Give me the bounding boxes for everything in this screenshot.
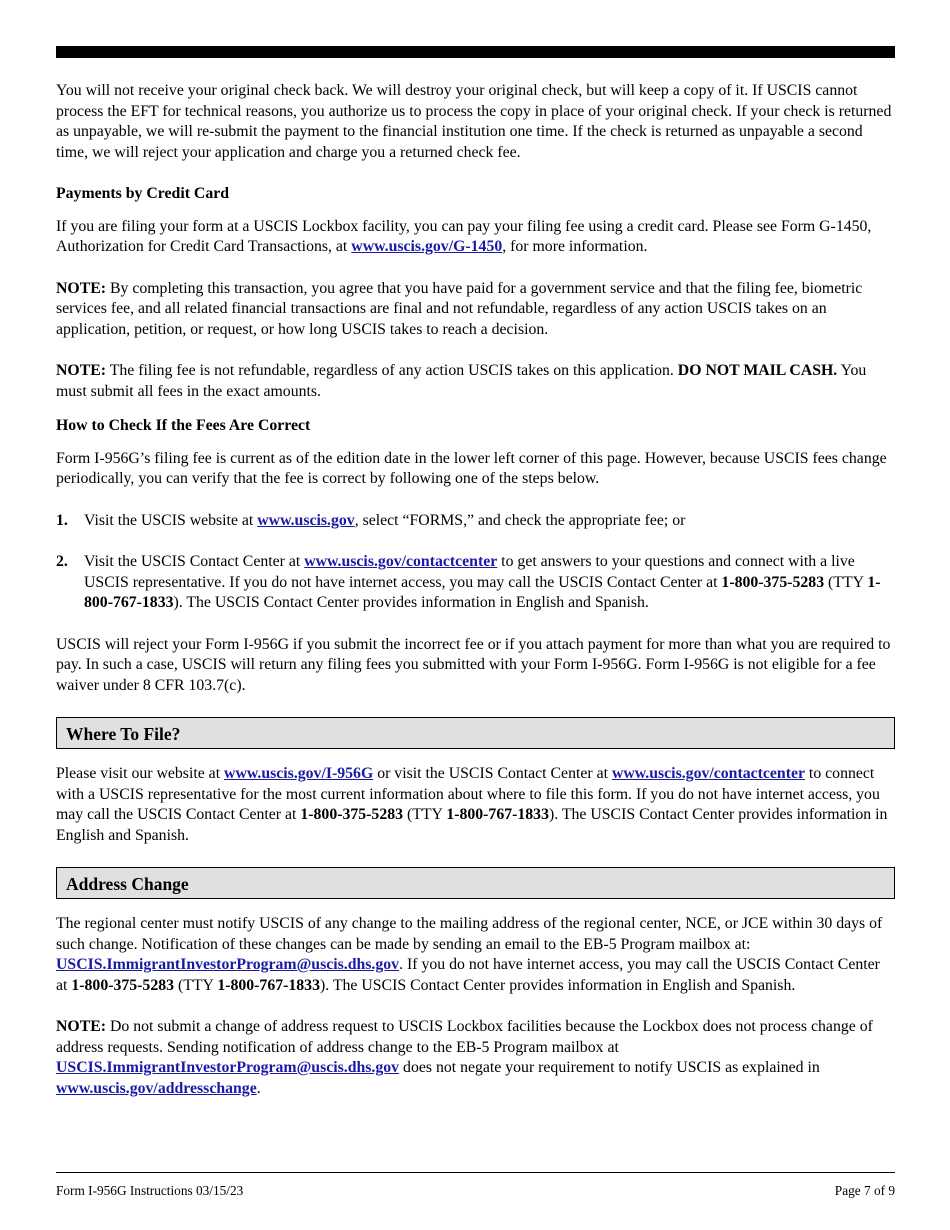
where-to-file-section-header: Where To File? <box>56 717 895 749</box>
eb5-mailbox-email-link[interactable]: USCIS.ImmigrantInvestorProgram@uscis.dhs.gov <box>56 956 400 973</box>
footer-rule <box>56 1172 895 1173</box>
address-change-note: NOTE: Do not submit a change of address request to USCIS Lockbox facilities because the Lockbox does not process change of address requests. Sending notification of address change to the EB-5 Program mailbox at USCIS.ImmigrantInvestorProgram@uscis.dhs.gov does not negate your requirement to notify USCIS as explained in www.uscis.gov/addresschange. <box>56 1018 873 1097</box>
list-item: 1. Visit the USCIS website at www.uscis.gov, select “FORMS,” and check the appropriate fee; or <box>56 511 895 532</box>
fees-intro: Form I-956G’s filing fee is current as of the edition date in the lower left corner of this page. However, because USCIS fees change periodically, you can verify that the fee is correct by following one of the steps below. <box>56 449 887 487</box>
phone-number: 1-800-375-5283 <box>300 806 404 823</box>
form-edition: Form I-956G Instructions 03/15/23 <box>56 1183 244 1198</box>
contact-center-link[interactable]: www.uscis.gov/contactcenter <box>304 553 498 570</box>
document-page <box>56 0 895 1230</box>
address-change-link[interactable]: www.uscis.gov/addresschange <box>56 1079 257 1097</box>
note-label: NOTE: <box>56 1018 107 1035</box>
phone-number: 1-800-375-5283 <box>71 976 175 994</box>
check-paragraph: You will not receive your original check back. We will destroy your original check, but will keep a copy of it. If USCIS cannot process the EFT for technical reasons, you authorize us to process the copy in place of your original check. If your check is returned as unpayable, we will re-submit the payment to the financial institution one time. If the check is returned as unpayable a second time, we will reject your application and charge you a returned check fee. <box>56 82 892 161</box>
credit-card-paragraph: If you are filing your form at a USCIS Lockbox facility, you can pay your filing fee using a credit card. Please see Form G-1450, Authorization for Credit Card Transactions, at www.uscis.gov/G-1450, for more information. <box>56 217 872 255</box>
i956g-link[interactable]: www.uscis.gov/I-956G <box>224 765 374 782</box>
note-nonrefundable-transaction: NOTE: By completing this transaction, you agree that you have paid for a government service and that the filing fee, biometric services fee, and all related financial transactions are final and not refundable, regardless of any action USCIS takes on an application, petition, or request, or how long USCIS takes to reach a decision. <box>56 279 863 338</box>
page-content <box>56 81 895 1120</box>
list-item: 2. Visit the USCIS Contact Center at www.uscis.gov/contactcenter to get answers to your questions and connect with a live USCIS representative. If you do not have internet access, you may call the USCIS Contact Center at 1-800-375-5283 (TTY 1-800-767-1833). The USCIS Contact Center provides information in English and Spanish. <box>56 553 881 611</box>
credit-card-heading: Payments by Credit Card <box>56 185 230 202</box>
fees-heading: How to Check If the Fees Are Correct <box>56 417 311 434</box>
address-change-section-header: Address Change <box>56 867 895 899</box>
list-number: 2. <box>56 553 68 570</box>
tty-number: 1-800-767-1833 <box>446 806 549 823</box>
note-no-cash: NOTE: The filing fee is not refundable, regardless of any action USCIS takes on this application. DO NOT MAIL CASH. You must submit all fees in the exact amounts. <box>56 362 867 400</box>
phone-number: 1-800-375-5283 <box>721 573 825 591</box>
address-change-paragraph: The regional center must notify USCIS of any change to the mailing address of the regional center, NCE, or JCE within 30 days of such change. Notification of these changes can be made by sending an email to the EB-5 Program mailbox at: USCIS.ImmigrantInvestorProgram@uscis.dhs.gov. If you do not have internet access, you may call the USCIS Contact Center at 1-800-375-5283 (TTY 1-800-767-1833). The USCIS Contact Center provides information in English and Spanish. <box>56 915 883 994</box>
reject-paragraph: USCIS will reject your Form I-956G if you submit the incorrect fee or if you attach payment for more than what you are required to pay. In such a case, USCIS will return any filing fees you submitted with your Form I-956G. Form I-956G is not eligible for a fee waiver under 8 CFR 103.7(c). <box>56 635 891 694</box>
where-to-file-paragraph: Please visit our website at www.uscis.gov/I-956G or visit the USCIS Contact Center at www.uscis.gov/contactcenter to connect with a USCIS representative for the most current information about where to file this form. If you do not have internet access, you may call the USCIS Contact Center at 1-800-375-5283 (TTY 1-800-767-1833). The USCIS Contact Center provides information in English and Spanish. <box>56 765 888 844</box>
note-label: NOTE: <box>56 362 107 379</box>
contact-center-link[interactable]: www.uscis.gov/contactcenter <box>611 765 805 782</box>
uscis-website-link[interactable]: www.uscis.gov <box>257 511 355 529</box>
page-number: Page 7 of 9 <box>834 1183 895 1198</box>
g1450-link[interactable]: www.uscis.gov/G-1450 <box>351 238 503 255</box>
tty-number: 1-800-767-1833 <box>84 573 881 611</box>
eb5-mailbox-email-link[interactable]: USCIS.ImmigrantInvestorProgram@uscis.dhs.gov <box>56 1059 400 1076</box>
tty-number: 1-800-767-1833 <box>217 976 320 994</box>
do-not-mail-cash: DO NOT MAIL CASH. <box>677 362 838 379</box>
note-label: NOTE: <box>56 279 107 297</box>
list-number: 1. <box>56 511 68 529</box>
top-rule <box>56 46 895 58</box>
